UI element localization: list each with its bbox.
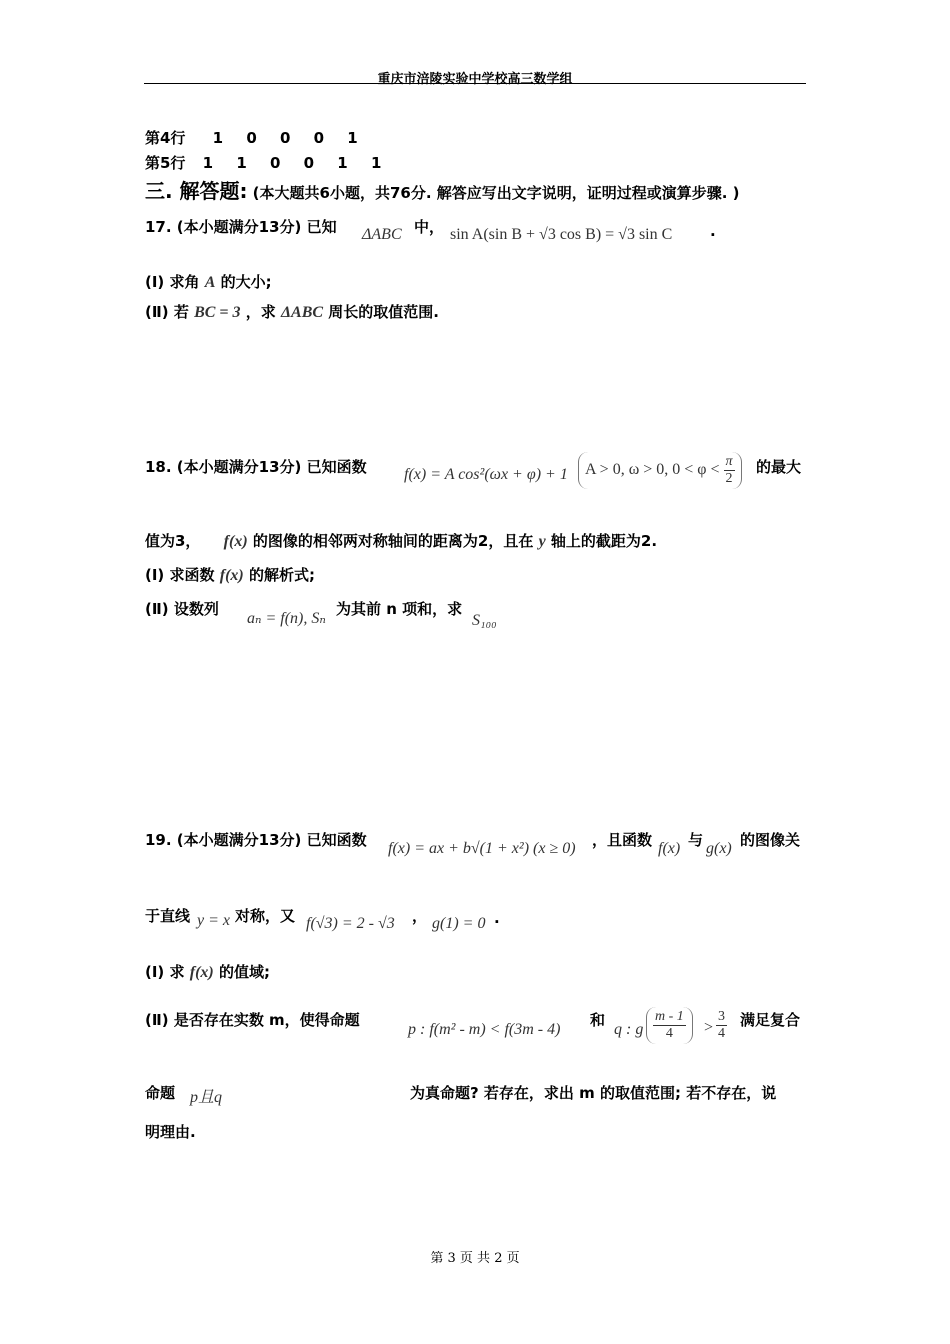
q19-fx: f(x) xyxy=(658,840,681,857)
q19-34-frac xyxy=(716,1009,727,1042)
q18-fx-2: f(x) xyxy=(219,567,244,584)
q19-function: f(x) = ax + b√(1 + x²) (x ≥ 0) xyxy=(388,840,576,857)
q19-line2: 于直线 xyxy=(145,907,191,925)
q19-yx: y = x xyxy=(197,912,230,929)
q19-prop-q: q : g xyxy=(614,1021,644,1038)
q19-gx: g(x) xyxy=(706,840,732,857)
q17-part1 xyxy=(145,271,272,292)
q19-three-quarter xyxy=(716,1009,727,1042)
q17-part2-text: (Ⅱ) 若 xyxy=(145,303,189,321)
row-values: 1 1 0 0 1 1 xyxy=(202,154,391,172)
q18-function: f(x) = A cos²(ωx + φ) + 1 xyxy=(404,466,568,483)
q17-triangle-2: ΔABC xyxy=(281,304,324,321)
q17-part2-mid: ，求 xyxy=(245,303,276,321)
q17-intro: 17. (本小题满分13分) 已知 xyxy=(145,218,337,236)
q18-fx: f(x) xyxy=(223,533,248,550)
q18-condition-paren xyxy=(578,452,742,489)
q18-tail: 的最大 xyxy=(756,458,802,476)
q18-line2 xyxy=(145,530,657,551)
q19-he: 和 xyxy=(590,1011,606,1029)
q19-part2-tail: 满足复合 xyxy=(740,1011,801,1029)
q18-pi-over-2 xyxy=(724,454,735,487)
q17-part2 xyxy=(145,301,439,322)
q19-gt: > xyxy=(704,1019,714,1036)
q17-mid: 中， xyxy=(414,218,445,236)
q17-part1-text: (Ⅰ) 求角 xyxy=(145,273,200,291)
q19-34-num: 3 xyxy=(718,1009,725,1024)
q18-s100: S₁₀₀ xyxy=(472,612,497,629)
q17-equation: sin A(sin B + √3 cos B) = √3 sin C xyxy=(450,226,673,243)
row-label: 第4行 xyxy=(145,129,186,147)
q18-part2-mid: 为其前 n 项和，求 xyxy=(336,600,463,618)
q18-part1-tail: 的解析式; xyxy=(248,566,315,584)
q19-q-paren xyxy=(646,1007,693,1044)
q18-line2-end: 轴上的截距为2. xyxy=(550,532,658,550)
q19-part2: (Ⅱ) 是否存在实数 m，使得命题 xyxy=(145,1011,360,1029)
q19-line2-mid: 对称，又 xyxy=(235,907,296,925)
q19-line3: 命题 xyxy=(145,1084,176,1102)
q19-fx-2: f(x) xyxy=(189,964,214,981)
q19-m-num: m - 1 xyxy=(655,1009,684,1024)
q18-pi: π xyxy=(725,454,733,469)
q18-intro: 18. (本小题满分13分) 已知函数 xyxy=(145,458,367,476)
q19-m-frac xyxy=(653,1009,686,1042)
q19-g1: g(1) = 0 xyxy=(432,915,486,932)
q18-line2-start: 值为3， xyxy=(145,532,201,550)
q19-prop-p: p : f(m² - m) < f(3m - 4) xyxy=(408,1021,561,1038)
q18-part1 xyxy=(145,564,315,585)
q19-line4: 明理由. xyxy=(145,1123,196,1141)
q19-dot: . xyxy=(494,909,500,927)
q19-part1-tail: 的值域; xyxy=(218,963,270,981)
q18-line2-mid: 的图像的相邻两对称轴间的距离为2，且在 xyxy=(252,532,534,550)
q19-p-and-q: p且q xyxy=(190,1089,223,1106)
q17-triangle: ΔABC xyxy=(362,226,402,243)
q19-f-sqrt3: f(√3) = 2 - √3 xyxy=(306,915,395,932)
q17-var-a: A xyxy=(204,274,216,291)
q19-part1-text: (Ⅰ) 求 xyxy=(145,963,185,981)
page-header: 重庆市涪陵实验中学校高三数学组 xyxy=(377,72,573,87)
q17-bc-eq: BC = 3 xyxy=(194,304,241,321)
q19-m-den: 4 xyxy=(665,1026,673,1041)
row-4 xyxy=(145,127,367,148)
section-note: (本大题共6小题，共76分. 解答应写出文字说明，证明过程或演算步骤. ) xyxy=(252,184,740,202)
q18-condition xyxy=(578,452,742,489)
q19-intro: 19. (本小题满分13分) 已知函数 xyxy=(145,831,367,849)
q18-part2: (Ⅱ) 设数列 xyxy=(145,600,219,618)
q18-two: 2 xyxy=(725,471,733,486)
q19-34-den: 4 xyxy=(718,1026,725,1041)
q17-part1-tail: 的大小; xyxy=(220,273,272,291)
q19-mid: ，且函数 xyxy=(592,831,653,849)
q19-comma: ， xyxy=(412,907,428,925)
header-rule xyxy=(144,83,806,84)
q17-end: . xyxy=(710,222,716,240)
q18-part1-text: (Ⅰ) 求函数 xyxy=(145,566,215,584)
q19-yu: 与 xyxy=(688,831,704,849)
section-title: 三. 解答题: xyxy=(145,179,248,203)
page-footer: 第 3 页 共 2 页 xyxy=(430,1251,520,1266)
q18-y: y xyxy=(538,533,546,550)
q17-part2-tail: 周长的取值范围. xyxy=(328,303,439,321)
q19-part1 xyxy=(145,961,270,982)
row-label: 第5行 xyxy=(145,154,186,172)
q19-tail: 的图像关 xyxy=(740,831,801,849)
q19-line3-tail: 为真命题? 若存在，求出 m 的取值范围; 若不存在，说 xyxy=(410,1084,777,1102)
q18-sequence: aₙ = f(n), Sₙ xyxy=(247,610,326,627)
q18-condition-text: A > 0, ω > 0, 0 < φ < xyxy=(585,461,720,479)
row-5 xyxy=(145,152,390,173)
row-values: 1 0 0 0 1 xyxy=(212,129,367,147)
q19-q-arg xyxy=(646,1007,693,1044)
section-heading xyxy=(145,175,740,204)
